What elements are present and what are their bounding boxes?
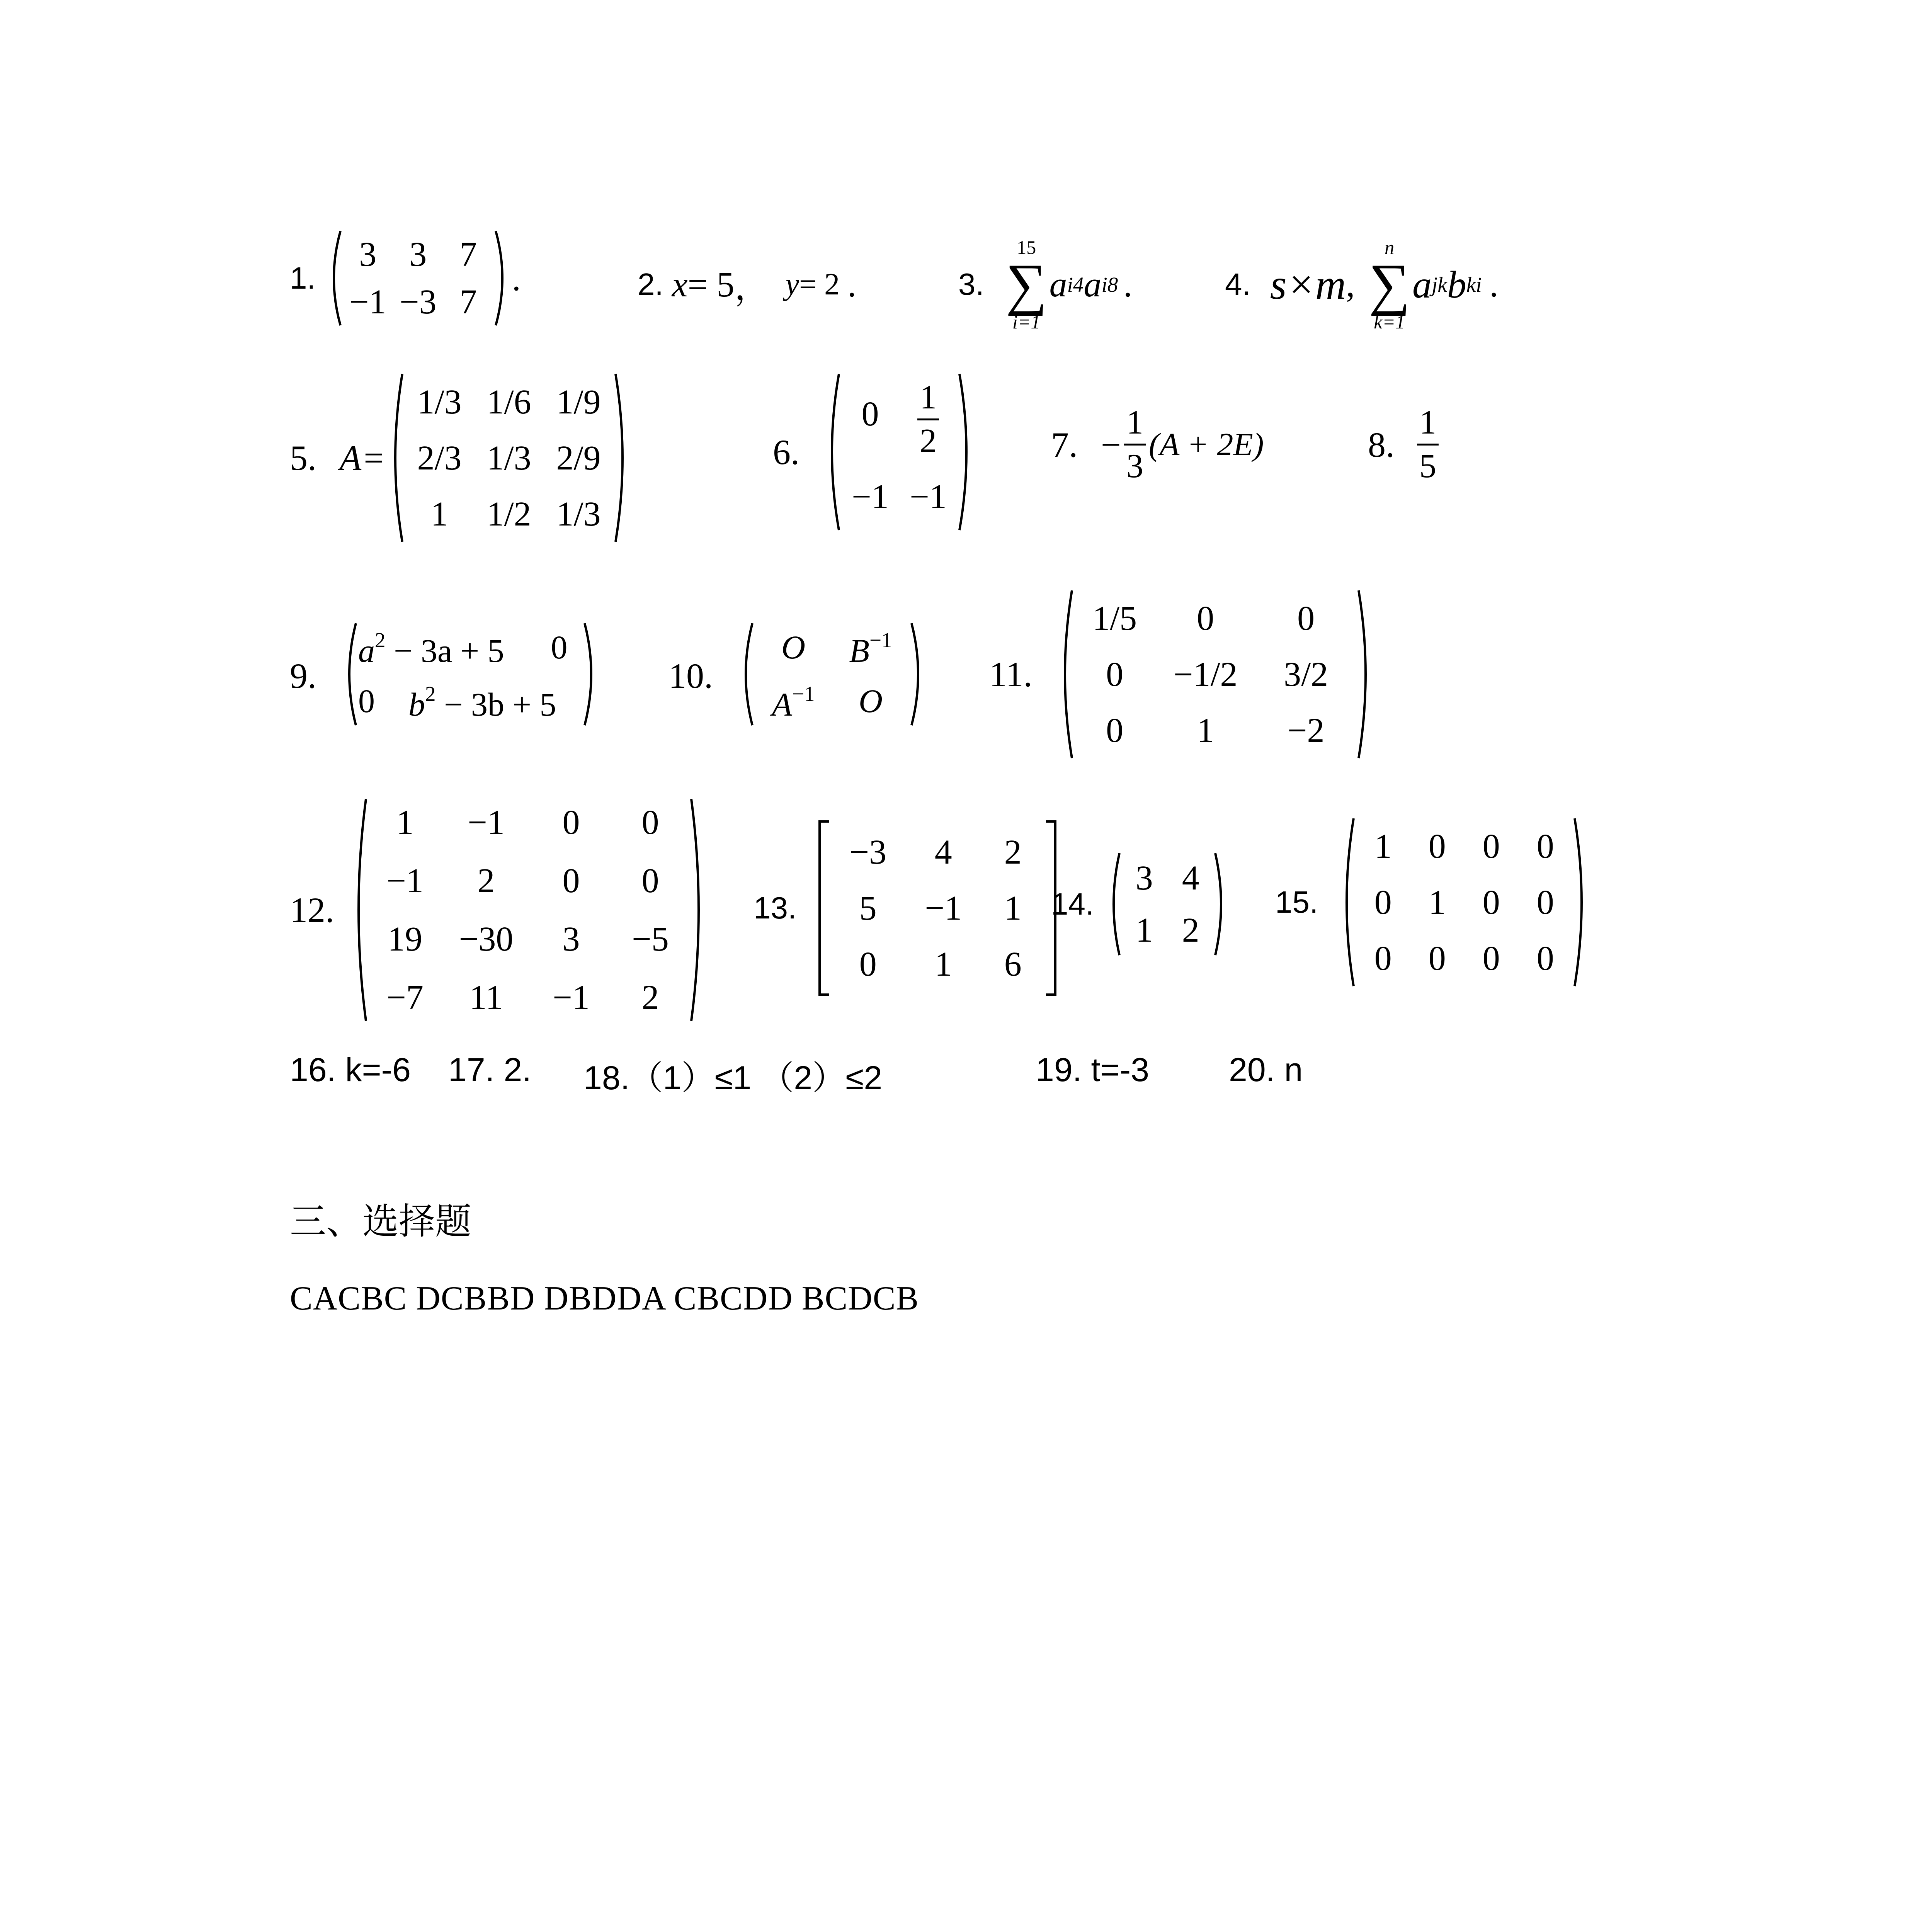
matrix-cell: 1 xyxy=(1135,911,1153,949)
fraction-bar xyxy=(917,418,939,420)
matrix-cell: −1 xyxy=(553,978,590,1017)
matrix-cell: 2/3 xyxy=(417,439,462,477)
matrix-cell: 0 xyxy=(1374,939,1392,978)
matrix-cell: −3 xyxy=(399,283,437,321)
matrix-cell: 0 xyxy=(1482,883,1500,922)
subscript: jk xyxy=(1432,272,1447,296)
separator: ， xyxy=(734,268,770,307)
right-paren xyxy=(1572,815,1591,989)
matrix-cell: −1 xyxy=(925,889,962,927)
matrix-cell: 0 xyxy=(358,682,375,719)
matrix-cell: −1 xyxy=(910,477,947,516)
sigma-symbol: ∑ xyxy=(1369,252,1410,316)
subscript: i8 xyxy=(1101,272,1118,296)
answer-5 xyxy=(290,371,632,545)
right-paren xyxy=(1214,850,1229,958)
matrix-cell: 1 xyxy=(934,945,952,983)
expression: s×m xyxy=(1270,260,1346,308)
question-number: 2. xyxy=(638,267,663,301)
multiple-choice-answers: CACBC DCBBD DBDDA CBCDD BCDCB xyxy=(290,1280,919,1317)
matrix-cell: 3/2 xyxy=(1284,655,1328,694)
matrix-cell-fraction xyxy=(917,378,939,460)
matrix-cell: 2 xyxy=(1004,833,1022,871)
left-paren xyxy=(1106,850,1121,958)
sum-lower: i=1 xyxy=(1012,311,1041,333)
question-number: 8. xyxy=(1368,425,1395,464)
matrix-cell: 0 xyxy=(1482,827,1500,866)
answer-15 xyxy=(1275,815,1591,989)
answer-1 xyxy=(290,228,521,328)
sigma-symbol: ∑ xyxy=(1005,252,1047,316)
matrix-cell: 0 xyxy=(641,803,659,842)
matrix-cell: 0 xyxy=(1428,827,1446,866)
matrix-cell: −1 xyxy=(386,862,424,900)
subscript: ki xyxy=(1466,272,1482,296)
matrix-cell: −3 xyxy=(849,833,887,871)
matrix-cell: 0 xyxy=(861,395,879,433)
question-number: 5. xyxy=(290,438,316,478)
period: . xyxy=(847,265,857,304)
matrix-cell: 0 xyxy=(1197,599,1214,638)
matrix-cell: 1/2 xyxy=(486,495,531,533)
question-number: 14. xyxy=(1051,887,1094,921)
answer-4 xyxy=(1225,238,1499,332)
answer-17: 17. 2. xyxy=(448,1051,532,1088)
answer-9 xyxy=(290,620,601,731)
matrix-cell: 1 xyxy=(430,495,448,533)
matrix-cell: 1 xyxy=(1004,889,1022,927)
var-x: x xyxy=(672,265,688,304)
fraction xyxy=(1417,406,1439,483)
denominator: 5 xyxy=(1419,447,1436,485)
matrix-cell: 3 xyxy=(1135,859,1153,897)
matrix-cell: 0 xyxy=(562,803,580,842)
matrix-11 xyxy=(1056,587,1375,761)
matrix-cell: 0 xyxy=(641,862,659,900)
left-paren xyxy=(340,620,358,728)
equals: = xyxy=(364,438,384,478)
left-paren xyxy=(350,796,368,1024)
fraction xyxy=(1124,406,1146,483)
matrix-cell: −1 xyxy=(852,477,889,516)
answer-19: 19. t=-3 xyxy=(1036,1051,1150,1088)
matrix-cell: 3 xyxy=(359,235,377,274)
matrix-cell: 0 xyxy=(562,862,580,900)
right-paren xyxy=(689,796,708,1024)
matrix-cell: 2 xyxy=(1182,911,1199,949)
question-number: 9. xyxy=(290,656,316,696)
answer-10 xyxy=(668,620,928,731)
matrix-cell: 19 xyxy=(388,920,422,958)
question-number: 4. xyxy=(1225,267,1251,302)
answer-14 xyxy=(1051,850,1229,958)
matrix-cell: 4 xyxy=(934,833,952,871)
period: . xyxy=(1123,265,1133,304)
matrix-cell: 1/3 xyxy=(417,383,462,421)
matrix-name: A xyxy=(340,438,362,478)
matrix-cell: 0 xyxy=(859,945,877,983)
left-bracket xyxy=(816,819,831,997)
matrix-14 xyxy=(1106,850,1229,958)
left-paren xyxy=(324,228,343,328)
matrix-cell: 7 xyxy=(459,283,477,321)
matrix-cell: 1/3 xyxy=(556,495,601,533)
answer-6 xyxy=(773,371,976,533)
right-paren xyxy=(582,620,601,728)
sum-lower: k=1 xyxy=(1374,311,1405,333)
right-paren xyxy=(1356,587,1375,761)
left-paren xyxy=(386,371,405,545)
matrix-cell: 0 xyxy=(1536,827,1554,866)
left-paren xyxy=(1056,587,1074,761)
fraction-bar xyxy=(1417,444,1439,446)
y-value: = 2 xyxy=(799,267,840,301)
answer-16: 16. k=-6 xyxy=(290,1051,411,1088)
matrix-cell: 3 xyxy=(409,235,427,274)
question-number: 15. xyxy=(1275,885,1318,919)
matrix-cell: 4 xyxy=(1182,859,1199,897)
matrix-cell: 3 xyxy=(562,920,580,958)
matrix-cell: −1 xyxy=(349,283,386,321)
matrix-cell: 0 xyxy=(551,629,568,666)
question-number: 11. xyxy=(989,655,1032,694)
matrix-cell: 1 xyxy=(396,803,414,842)
summation xyxy=(1369,238,1410,332)
matrix-cell: $a^2 - 3a + 5$ xyxy=(358,628,504,669)
matrix-cell: O xyxy=(781,629,806,666)
sum-upper: 15 xyxy=(1017,236,1036,258)
term: a xyxy=(1049,265,1067,304)
matrix-cell: 0 xyxy=(1106,655,1124,694)
minus-sign: − xyxy=(1101,425,1121,464)
term: b xyxy=(1447,263,1466,306)
matrix-cell: 1/3 xyxy=(486,439,531,477)
section-heading: 三、选择题 xyxy=(290,1201,472,1243)
answer-7 xyxy=(1051,406,1264,483)
matrix-cell: 0 xyxy=(1428,939,1446,978)
denominator: 2 xyxy=(920,422,937,460)
answer-12 xyxy=(290,796,708,1024)
matrix-9 xyxy=(340,620,601,731)
answer-2 xyxy=(638,259,856,310)
matrix-13 xyxy=(816,819,1059,997)
question-number: 10. xyxy=(668,656,713,696)
matrix-15 xyxy=(1337,815,1591,989)
matrix-cell: $B^{-1}$ xyxy=(849,628,892,669)
question-number: 12. xyxy=(290,890,334,930)
matrix-cell: 5 xyxy=(859,889,877,927)
matrix-cell: 0 xyxy=(1106,711,1124,750)
answer-3 xyxy=(958,238,1132,332)
matrix-cell: 1/9 xyxy=(556,383,601,421)
term: a xyxy=(1084,265,1102,304)
question-number: 7. xyxy=(1051,425,1078,464)
comma: , xyxy=(1346,265,1355,304)
question-number: 13. xyxy=(754,891,797,925)
matrix-cell: 0 xyxy=(1374,883,1392,922)
matrix-cell: 1 xyxy=(1374,827,1392,866)
matrix-cell: 1 xyxy=(1428,883,1446,922)
matrix-cell: −5 xyxy=(632,920,669,958)
matrix-cell: −2 xyxy=(1287,711,1325,750)
var-y: y xyxy=(785,267,799,301)
matrix-cell: −1/2 xyxy=(1173,655,1238,694)
matrix-cell: 2/9 xyxy=(556,439,601,477)
fraction-bar xyxy=(1124,444,1146,446)
sum-upper: n xyxy=(1385,236,1395,258)
matrix-cell: 0 xyxy=(1482,939,1500,978)
matrix-cell: 0 xyxy=(1536,939,1554,978)
subscript: i4 xyxy=(1067,272,1084,296)
matrix-cell: 6 xyxy=(1004,945,1022,983)
matrix-cell: 0 xyxy=(1297,599,1315,638)
answer-18: 18.（1）≤1 （2）≤2 xyxy=(583,1060,883,1097)
matrix-cell: $A^{-1}$ xyxy=(772,682,815,723)
left-paren xyxy=(736,620,755,728)
x-value: = 5 xyxy=(687,265,735,304)
period: . xyxy=(1489,265,1499,304)
matrix-cell: −1 xyxy=(468,803,505,842)
numerator: 1 xyxy=(1126,404,1143,441)
matrix-cell: 1/5 xyxy=(1092,599,1137,638)
summation xyxy=(1006,238,1047,332)
question-number: 3. xyxy=(958,267,984,302)
numerator: 1 xyxy=(1419,404,1436,441)
matrix-6 xyxy=(823,371,976,533)
right-paren xyxy=(909,620,928,728)
right-paren xyxy=(957,371,976,533)
matrix-cell: 1 xyxy=(1197,711,1214,750)
left-paren xyxy=(1337,815,1356,989)
matrix-cell: −7 xyxy=(386,978,424,1017)
matrix-1 xyxy=(324,228,512,328)
matrix-cell: 2 xyxy=(477,862,495,900)
matrix-12 xyxy=(350,796,708,1024)
expression: (A + 2E) xyxy=(1148,427,1264,463)
numerator: 1 xyxy=(920,378,937,416)
matrix-cell: −30 xyxy=(459,920,514,958)
denominator: 3 xyxy=(1126,447,1143,485)
matrix-cell: $b^2 - 3b + 5$ xyxy=(408,682,556,723)
answer-11 xyxy=(989,587,1375,761)
period: . xyxy=(512,259,521,298)
matrix-cell: 2 xyxy=(641,978,659,1017)
matrix-5 xyxy=(386,371,632,545)
question-number: 6. xyxy=(773,432,799,472)
right-paren xyxy=(613,371,632,545)
term: a xyxy=(1412,263,1432,306)
matrix-cell: 1/6 xyxy=(486,383,531,421)
matrix-cell: O xyxy=(858,682,883,719)
left-paren xyxy=(823,371,841,533)
right-paren xyxy=(493,228,512,328)
answer-20: 20. n xyxy=(1229,1051,1303,1088)
matrix-cell: 0 xyxy=(1536,883,1554,922)
matrix-cell: 7 xyxy=(459,235,477,274)
question-number: 1. xyxy=(290,261,316,295)
answer-13 xyxy=(754,819,1059,997)
matrix-cell: 11 xyxy=(469,978,503,1017)
answer-8 xyxy=(1368,406,1442,483)
matrix-10 xyxy=(736,620,928,731)
